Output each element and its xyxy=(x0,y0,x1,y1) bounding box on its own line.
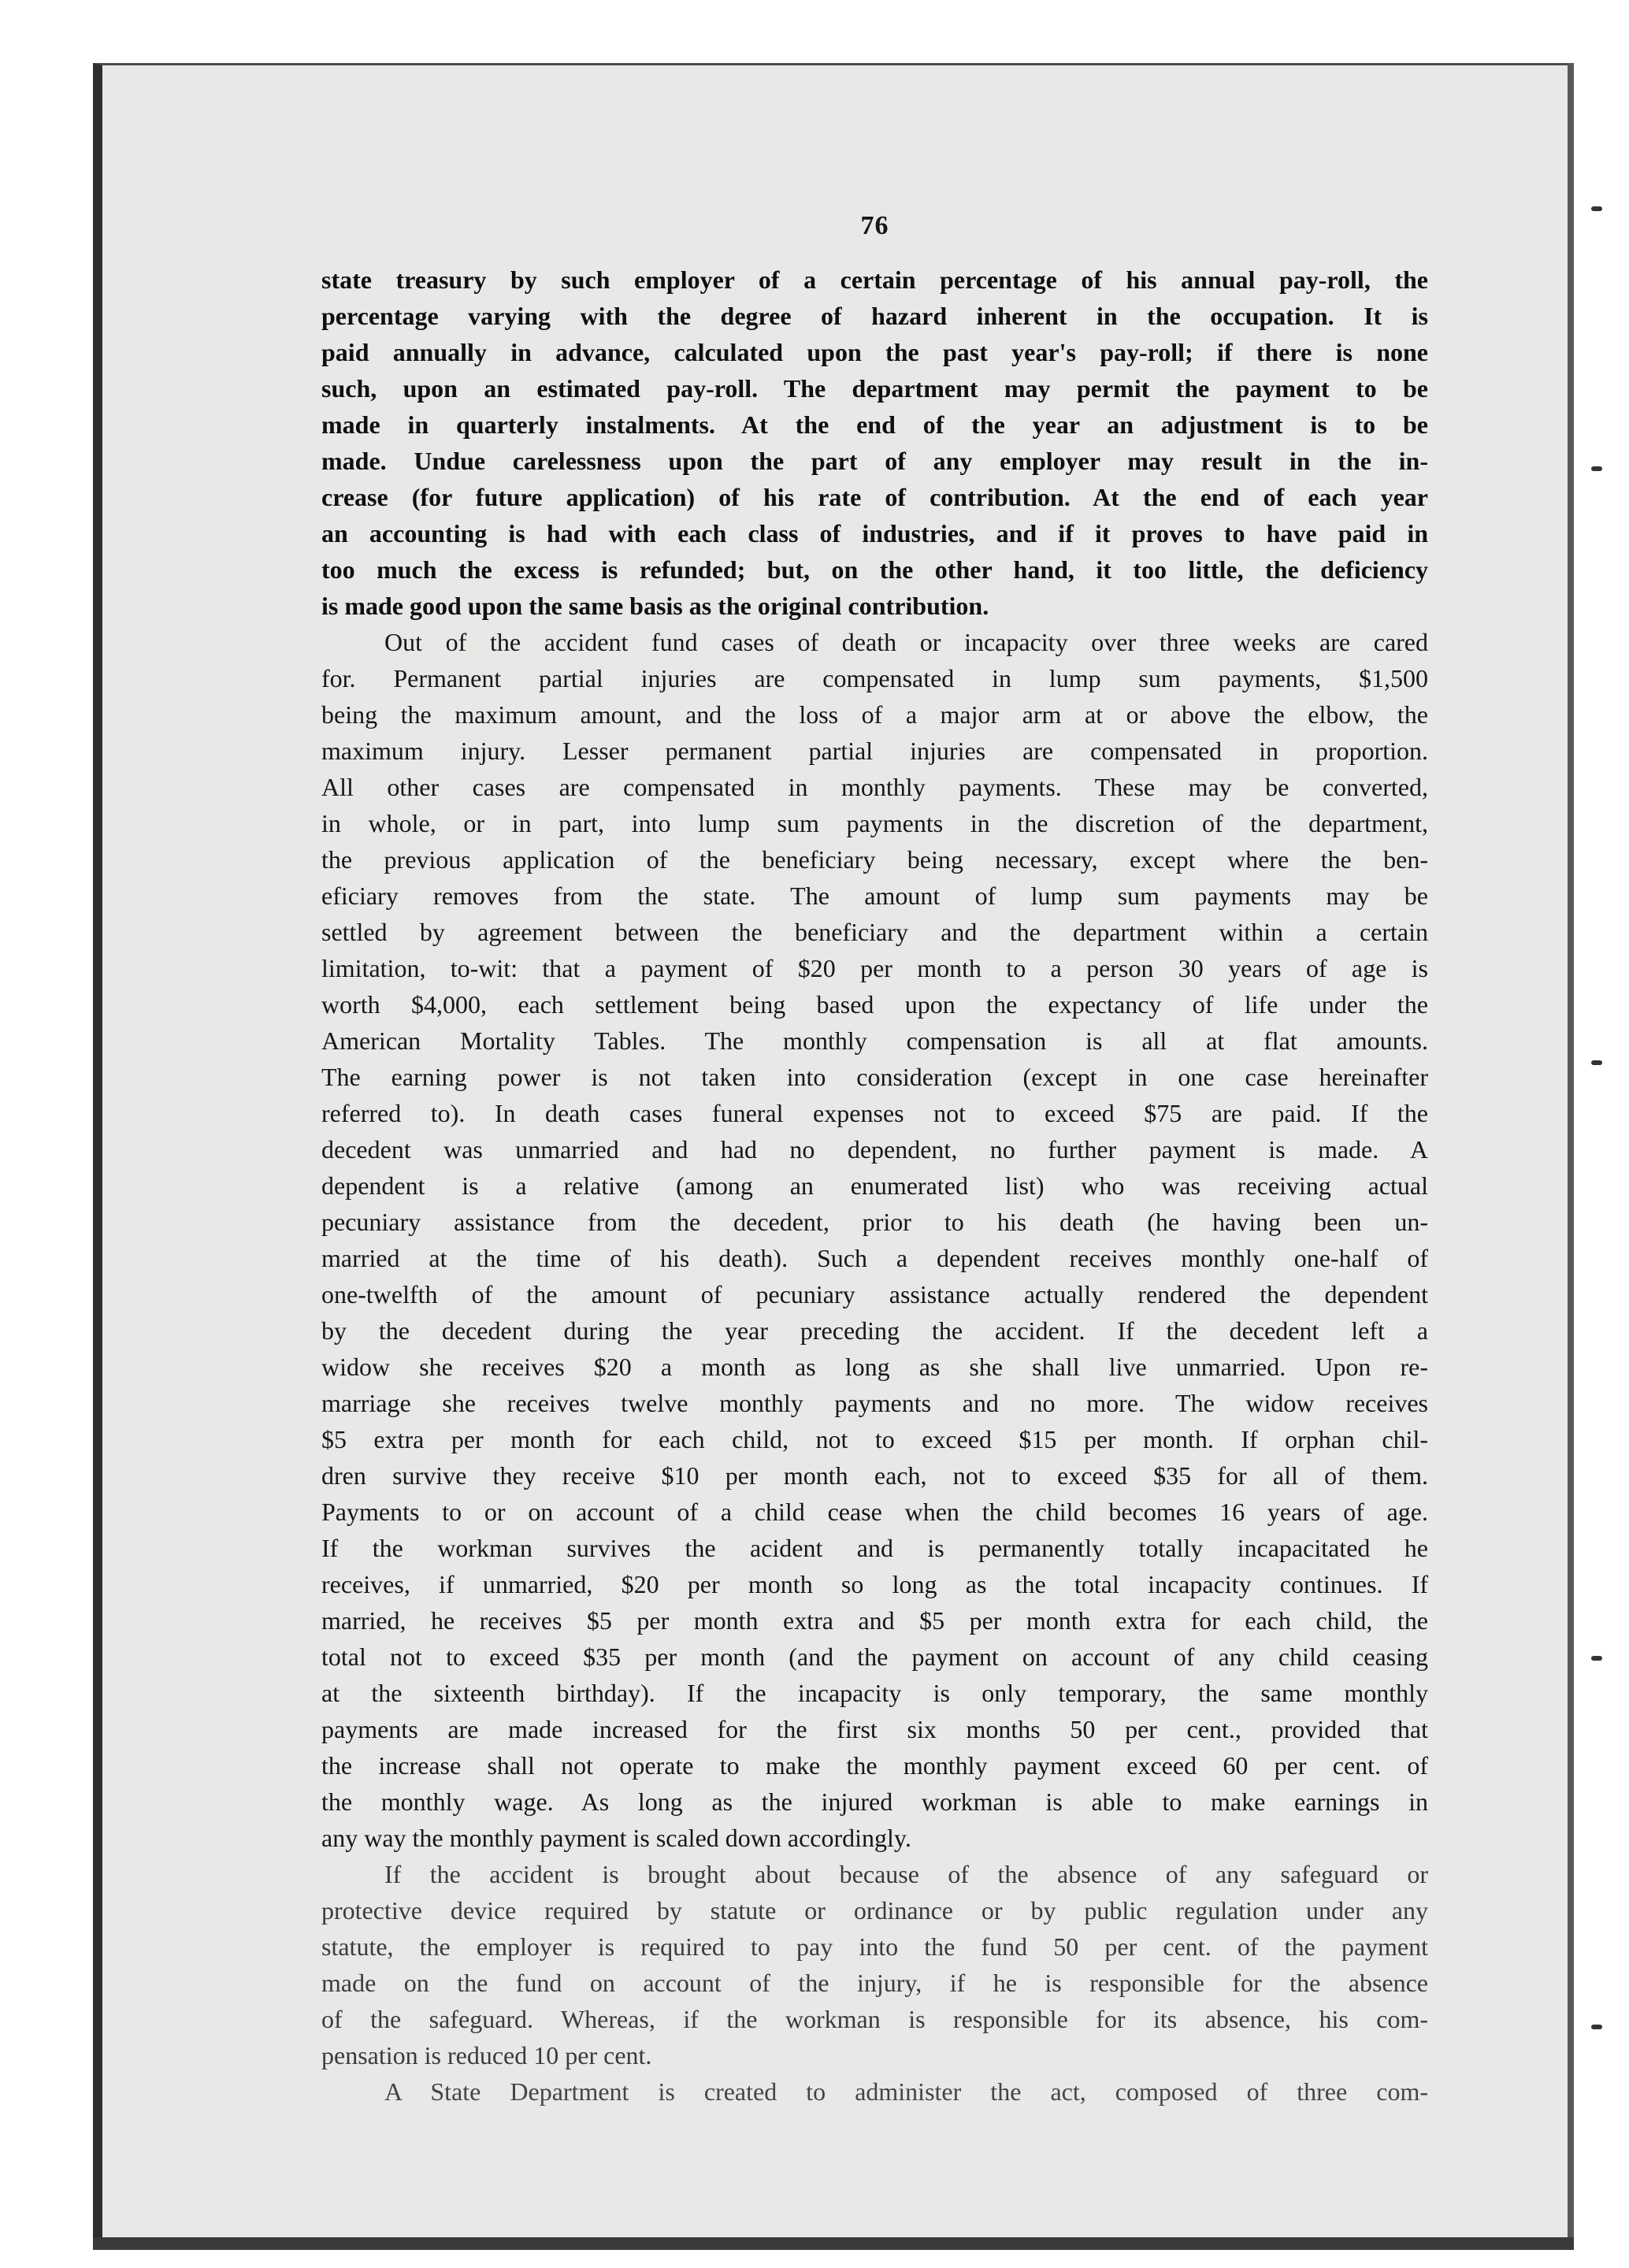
text-line: All other cases are compensated in monthly payments. These may be converted, xyxy=(321,773,1428,801)
scanner-margin xyxy=(0,0,93,2268)
text-line: crease (for future application) of his rate of contribution. At the end of each year xyxy=(321,483,1428,511)
text-line: made. Undue carelessness upon the part of any employer may result in the in- xyxy=(321,447,1428,475)
text-line: paid annually in advance, calculated upon the past year's pay-roll; if there is none xyxy=(321,338,1428,366)
text-line: Payments to or on account of a child cease when the child becomes 16 years of age. xyxy=(321,1498,1428,1526)
text-line: A State Department is created to administer the act, composed of three com- xyxy=(384,2077,1428,2106)
margin-mark xyxy=(1591,466,1602,471)
text-line: eficiary removes from the state. The amount of lump sum payments may be xyxy=(321,882,1428,910)
text-line: the increase shall not operate to make the monthly payment exceed 60 per cent. of xyxy=(321,1751,1428,1780)
text-line: pensation is reduced 10 per cent. xyxy=(321,2041,652,2069)
text-line: statute, the employer is required to pay into the fund 50 per cent. of the payment xyxy=(321,1932,1428,1961)
text-line: the previous application of the beneficiary being necessary, except where the ben- xyxy=(321,845,1428,874)
text-line: made in quarterly instalments. At the end of the year an adjustment is to be xyxy=(321,410,1428,439)
text-line: too much the excess is refunded; but, on the other hand, it too little, the deficiency xyxy=(321,555,1428,584)
text-line: total not to exceed $35 per month (and the payment on account of any child ceasing xyxy=(321,1643,1428,1671)
paragraph xyxy=(321,1856,1428,2073)
text-line: The earning power is not taken into consideration (except in one case hereinafter xyxy=(321,1063,1428,1091)
margin-mark xyxy=(1591,2025,1602,2029)
text-line: pecuniary assistance from the decedent, prior to his death (he having been un- xyxy=(321,1208,1428,1236)
text-line: married, he receives $5 per month extra and $5 per month extra for each child, the xyxy=(321,1606,1428,1635)
text-line: any way the monthly payment is scaled down accordingly. xyxy=(321,1824,911,1852)
text-line: percentage varying with the degree of hazard inherent in the occupation. It is xyxy=(321,302,1428,330)
text-line: If the workman survives the acident and is permanently totally incapacitated he xyxy=(321,1534,1428,1562)
page-edge xyxy=(1568,63,1574,2249)
text-line: for. Permanent partial injuries are compensated in lump sum payments, $1,500 xyxy=(321,664,1428,692)
text-line: widow she receives $20 a month as long as she shall live unmarried. Upon re- xyxy=(321,1353,1428,1381)
text-line: at the sixteenth birthday). If the incapacity is only temporary, the same monthly xyxy=(321,1679,1428,1707)
text-line: the monthly wage. As long as the injured workman is able to make earnings in xyxy=(321,1787,1428,1816)
text-line: limitation, to-wit: that a payment of $20 per month to a person 30 years of age is xyxy=(321,954,1428,982)
paragraph xyxy=(321,624,1428,1856)
text-line: one-twelfth of the amount of pecuniary assistance actually rendered the dependent xyxy=(321,1280,1428,1308)
page-bottom-edge xyxy=(93,2237,1574,2250)
text-line: state treasury by such employer of a certain percentage of his annual pay-roll, the xyxy=(321,265,1428,294)
text-line: payments are made increased for the first six months 50 per cent., provided that xyxy=(321,1715,1428,1743)
text-line: being the maximum amount, and the loss of a major arm at or above the elbow, the xyxy=(321,700,1428,729)
text-line: receives, if unmarried, $20 per month so long as the total incapacity continues. If xyxy=(321,1570,1428,1598)
margin-mark xyxy=(1591,206,1602,211)
text-line: maximum injury. Lesser permanent partial injuries are compensated in proportion. xyxy=(321,737,1428,765)
text-line: such, upon an estimated pay-roll. The department may permit the payment to be xyxy=(321,374,1428,403)
text-line: American Mortality Tables. The monthly compensation is all at flat amounts. xyxy=(321,1026,1428,1055)
text-line: Out of the accident fund cases of death or incapacity over three weeks are cared xyxy=(384,628,1428,656)
text-line: of the safeguard. Whereas, if the workman is responsible for its absence, his com- xyxy=(321,2005,1428,2033)
text-line: protective device required by statute or ordinance or by public regulation under any xyxy=(321,1896,1428,1925)
paragraph xyxy=(321,2073,1428,2110)
margin-mark xyxy=(1591,1656,1602,1661)
text-line: referred to). In death cases funeral expenses not to exceed $75 are paid. If the xyxy=(321,1099,1428,1127)
text-line: by the decedent during the year preceding the accident. If the decedent left a xyxy=(321,1316,1428,1345)
text-line: dependent is a relative (among an enumerated list) who was receiving actual xyxy=(321,1171,1428,1200)
page-number: 76 xyxy=(860,211,889,240)
text-line: decedent was unmarried and had no dependent, no further payment is made. A xyxy=(321,1135,1428,1164)
text-line: worth $4,000, each settlement being based upon the expectancy of life under the xyxy=(321,990,1428,1019)
text-line: settled by agreement between the beneficiary and the department within a certain xyxy=(321,918,1428,946)
text-line: dren survive they receive $10 per month each, not to exceed $35 for all of them. xyxy=(321,1461,1428,1490)
text-line: married at the time of his death). Such a dependent receives monthly one-half of xyxy=(321,1244,1428,1272)
text-line: marriage she receives twelve monthly payments and no more. The widow receives xyxy=(321,1389,1428,1417)
text-line: an accounting is had with each class of industries, and if it proves to have paid in xyxy=(321,519,1428,548)
text-line: is made good upon the same basis as the original contribution. xyxy=(321,592,989,620)
text-line: in whole, or in part, into lump sum payments in the discretion of the department, xyxy=(321,809,1428,837)
text-line: made on the fund on account of the injury, if he is responsible for the absence xyxy=(321,1969,1428,1997)
text-line: If the accident is brought about because of the absence of any safeguard or xyxy=(384,1860,1428,1888)
margin-artifacts xyxy=(1591,0,1623,2268)
paragraph xyxy=(321,262,1428,624)
page-text xyxy=(321,211,1428,2110)
margin-mark xyxy=(1591,1060,1602,1065)
text-line: $5 extra per month for each child, not to exceed $15 per month. If orphan chil- xyxy=(321,1425,1428,1453)
